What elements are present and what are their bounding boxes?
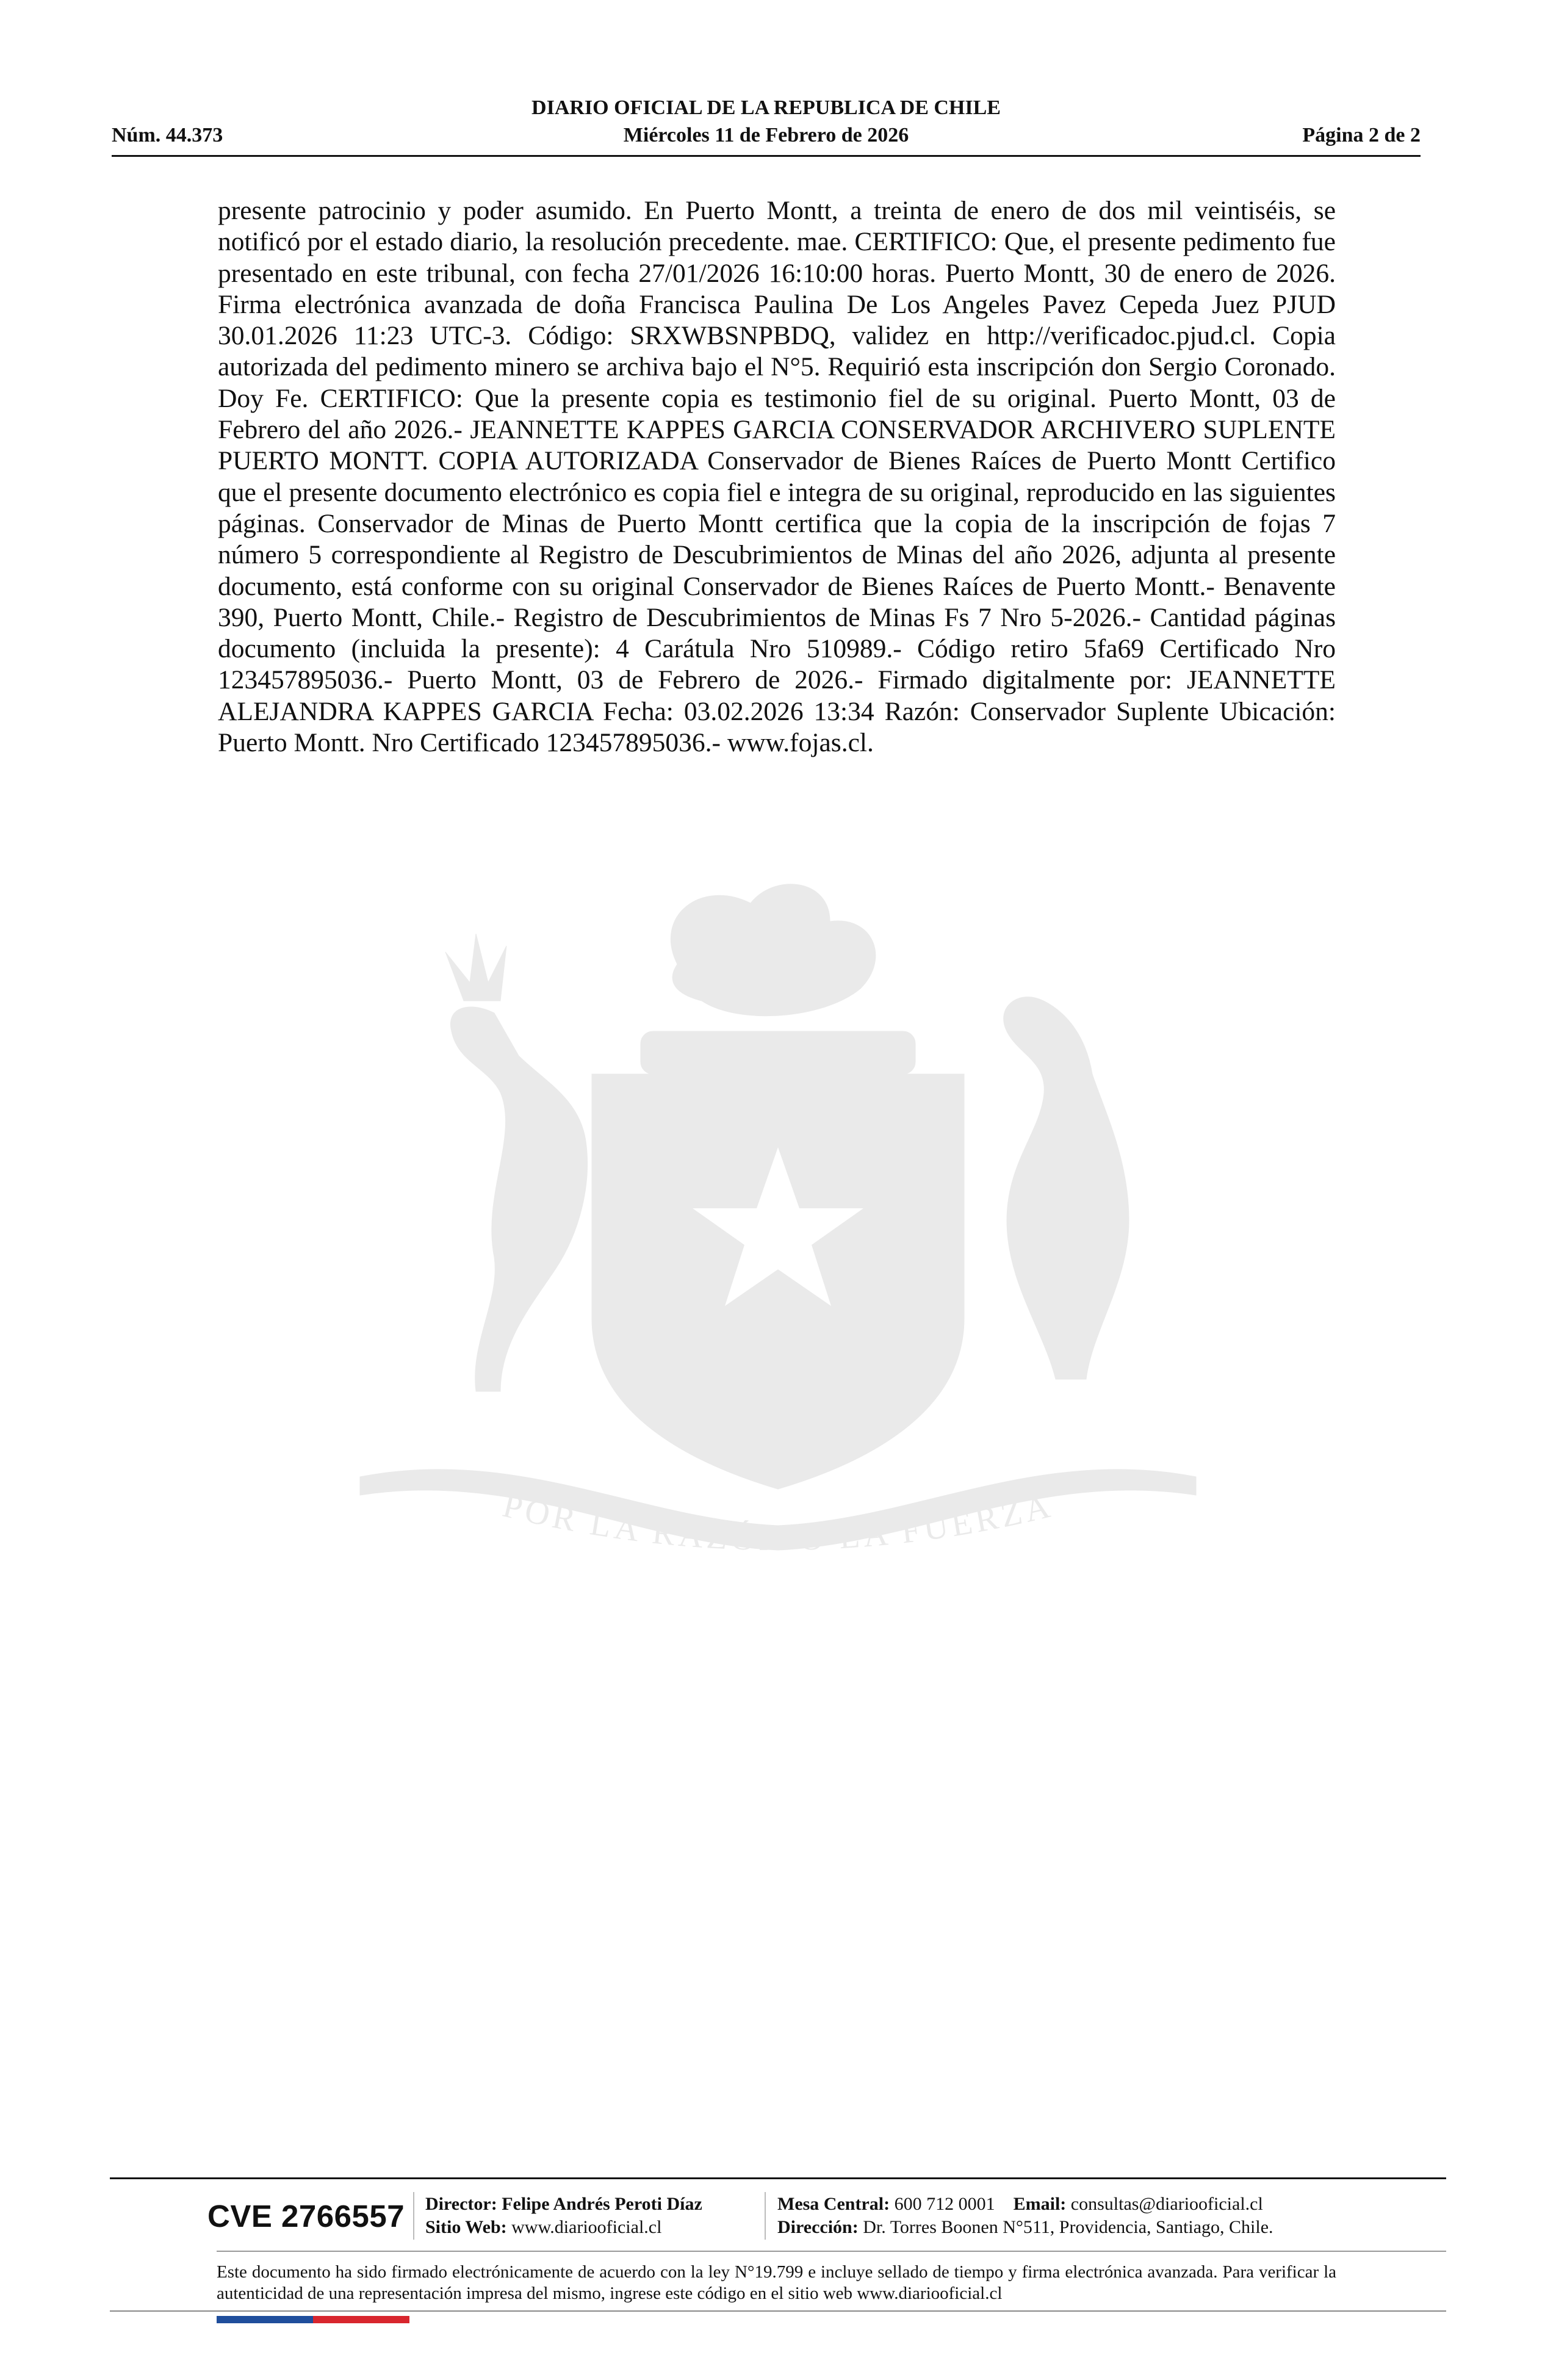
address-label: Dirección: [777,2217,859,2237]
page-indicator: Página 2 de 2 [1302,124,1421,146]
legal-notice: Este documento ha sido firmado electrónicamente de acuerdo con la ley N°19.799 e incluye sellado de tiempo y firma electrónica avanzada. Para verificar la autenticidad de una representación impresa del mismo, ingrese este código en el sitio web www.diariooficial.cl [217,2262,1336,2303]
publication-title: DIARIO OFICIAL DE LA REPUBLICA DE CHILE [531,96,1001,119]
body-paragraph: presente patrocinio y poder asumido. En Puerto Montt, a treinta de enero de dos mil veintiséis, se notificó por el estado diario, la resolución precedente. mae. CERTIFICO: Que, el presente pedimento fue presentado en este tribunal, con fecha 27/01/2026 16:10:00 horas. Puerto Montt, 30 de enero de 2026. Firma electrónica avanzada de doña Francisca Paulina De Los Angeles Pavez Cepeda Juez PJUD 30.01.2026 11:23 UTC-3. Código: SRXWBSNPBDQ, validez en http://verificadoc.pjud.cl. Copia autorizada del pedimento minero se archiva bajo el N°5. Requirió esta inscripción don Sergio Coronado. Doy Fe. CERTIFICO: Que la presente copia es testimonio fiel de su original. Puerto Montt, 03 de Febrero del año 2026.- JEANNETTE KAPPES GARCIA CONSERVADOR ARCHIVERO SUPLENTE PUERTO MONTT. COPIA AUTORIZADA Conservador de Bienes Raíces de Puerto Montt Certifico que el presente documento electrónico es copia fiel e integra de su original, reproducido en las siguientes páginas. Conservador de Minas de Puerto Montt certifica que la copia de la inscripción de fojas 7 número 5 correspondiente al Registro de Descubrimientos de Minas del año 2026, adjunta al presente documento, está conforme con su original Conservador de Bienes Raíces de Puerto Montt.- Benavente 390, Puerto Montt, Chile.- Registro de Descubrimientos de Minas Fs 7 Nro 5-2026.- Cantidad páginas documento (incluida la presente): 4 Carátula Nro 510989.- Código retiro 5fa69 Certificado Nro 123457895036.- Puerto Montt, 03 de Febrero de 2026.- Firmado digitalmente por: JEANNETTE ALEJANDRA KAPPES GARCIA Fecha: 03.02.2026 13:34 Razón: Conservador Suplente Ubicación: Puerto Montt. Nro Certificado 123457895036.- www.fojas.cl. [218,196,1336,758]
website-label: Sitio Web: [425,2217,507,2237]
director-line [425,2193,702,2216]
contact-line [777,2193,1273,2216]
address-value: Dr. Torres Boonen N°511, Providencia, Santiago, Chile. [863,2217,1273,2237]
email-link[interactable]: consultas@diariooficial.cl [1070,2194,1263,2214]
footer-contact-block [777,2193,1273,2239]
footer-mid-rule [217,2251,1446,2252]
footer-top-rule [110,2177,1446,2179]
cve-code: CVE 2766557 [207,2199,405,2234]
page-footer [110,2177,1446,2330]
director-label: Director: [425,2194,497,2214]
website-link[interactable]: www.diariooficial.cl [511,2217,662,2237]
footer-divider [765,2192,766,2240]
website-line [425,2216,702,2239]
director-name: Felipe Andrés Peroti Díaz [502,2194,702,2214]
coat-of-arms-watermark [214,879,1342,1666]
header-meta-row [112,124,1421,151]
issue-number: Núm. 44.373 [112,124,223,146]
email-label: Email: [1013,2194,1067,2214]
header-rule [112,155,1421,157]
flag-stripe [217,2316,409,2323]
address-line [777,2216,1273,2239]
page-header [112,92,1421,157]
issue-date: Miércoles 11 de Febrero de 2026 [623,124,909,146]
mesa-label: Mesa Central: [777,2194,890,2214]
footer-bottom-rule [110,2310,1446,2312]
coat-of-arms-icon [214,879,1342,1666]
motto-text: POR LA RAZÓN O LA FUERZA [499,1486,1057,1559]
flag-red-segment [313,2316,409,2323]
flag-blue-segment [217,2316,313,2323]
mesa-phone: 600 712 0001 [894,2194,995,2214]
footer-director-block [425,2193,702,2239]
footer-divider [413,2192,414,2240]
